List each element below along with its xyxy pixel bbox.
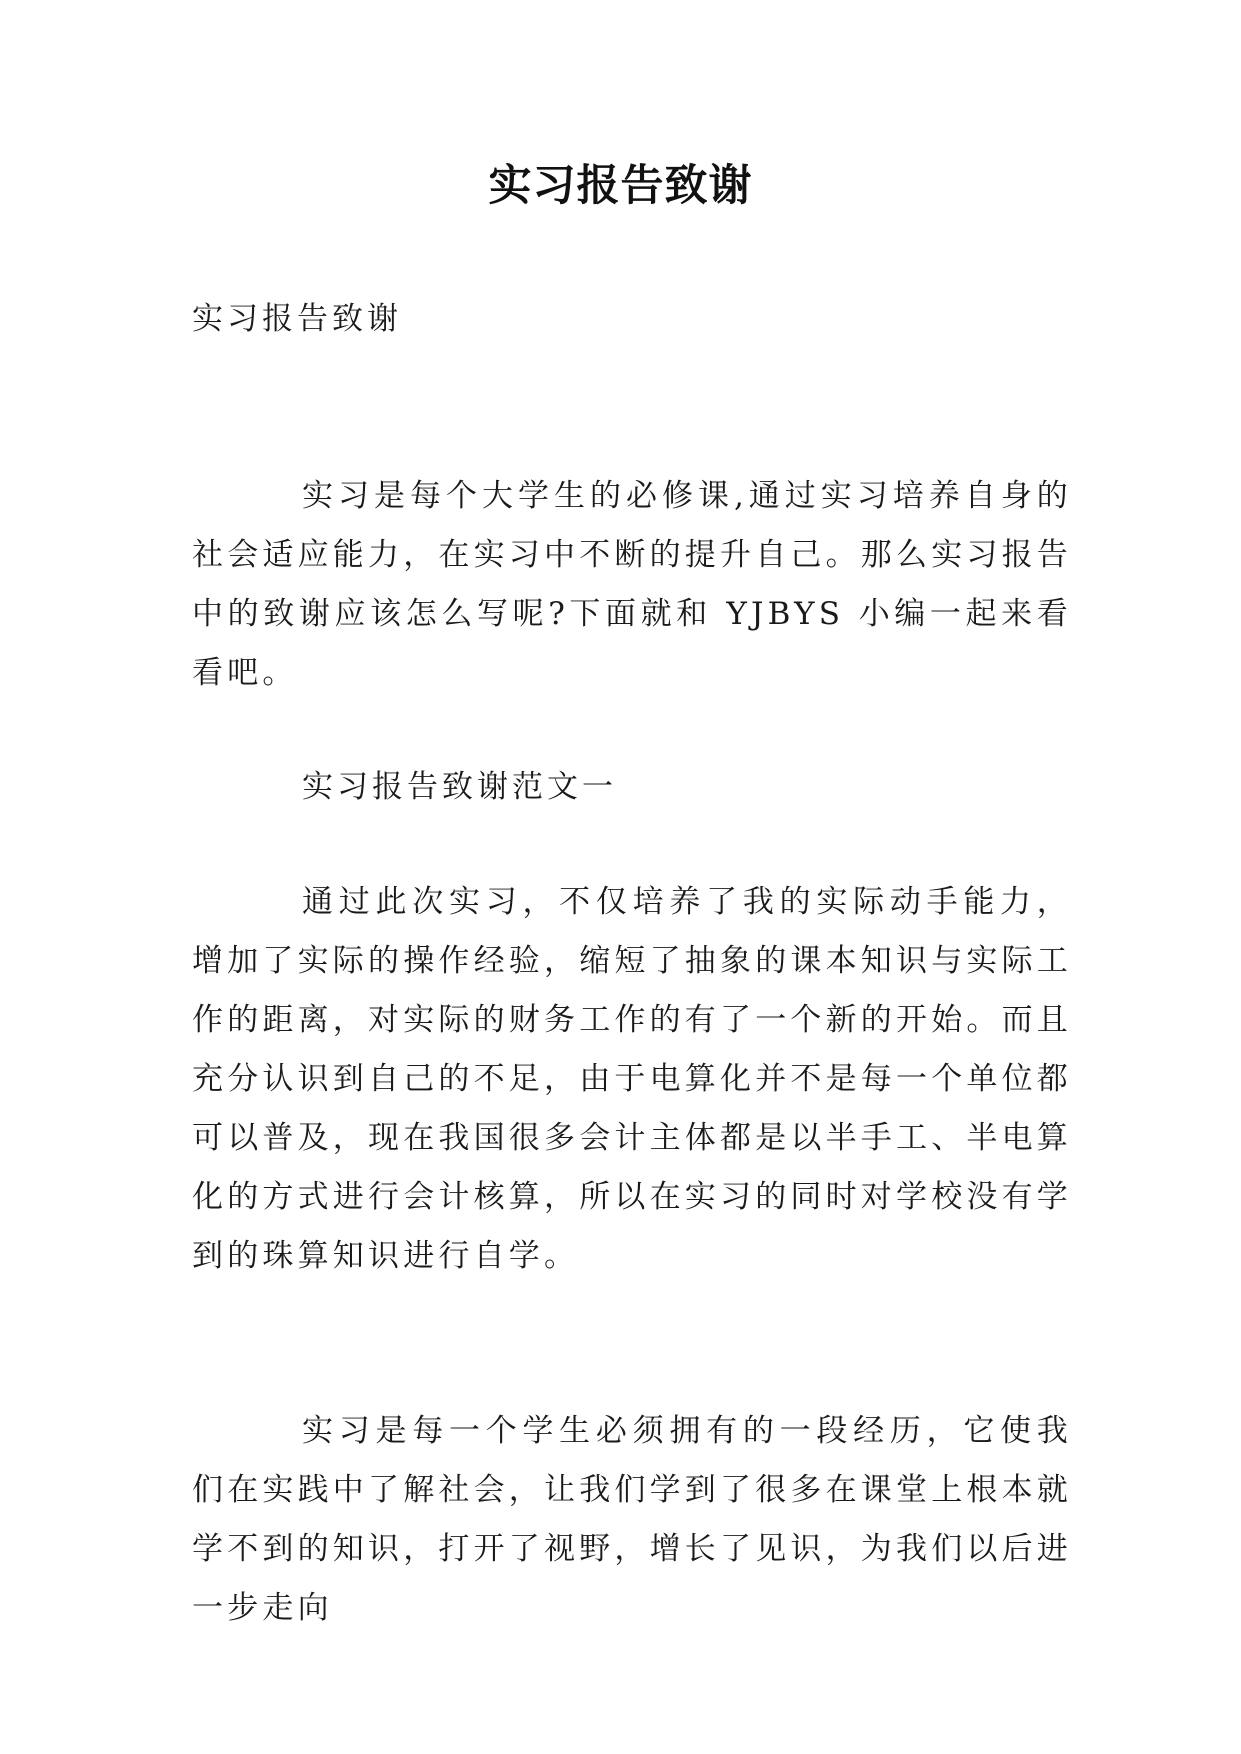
section-heading: 实习报告致谢范文一 <box>302 769 617 805</box>
body-paragraph-1: 通过此次实习，不仅培养了我的实际动手能力，增加了实际的操作经验，缩短了抽象的课本知识与实际工作的距离，对实际的财务工作的有了一个新的开始。而且充分认识到自己的不足，由于电算化并不是每一个单位都可以普及，现在我国很多会计主体都是以半手工、半电算化的方式进行会计核算，所以在实习的同时对学校没有学到的珠算知识进行自学。 <box>192 884 1072 1274</box>
intro-paragraph: 实习是每个大学生的必修课,通过实习培养自身的社会适应能力，在实习中不断的提升自己。那么实习报告中的致谢应该怎么写呢?下面就和 YJBYS 小编一起来看看吧。 <box>192 478 1072 691</box>
body-paragraph-2: 实习是每一个学生必须拥有的一段经历，它使我们在实践中了解社会，让我们学到了很多在课堂上根本就学不到的知识，打开了视野，增长了见识，为我们以后进一步走向 <box>192 1413 1072 1626</box>
document-title: 实习报告致谢 <box>488 161 753 211</box>
document-subtitle: 实习报告致谢 <box>192 301 402 337</box>
